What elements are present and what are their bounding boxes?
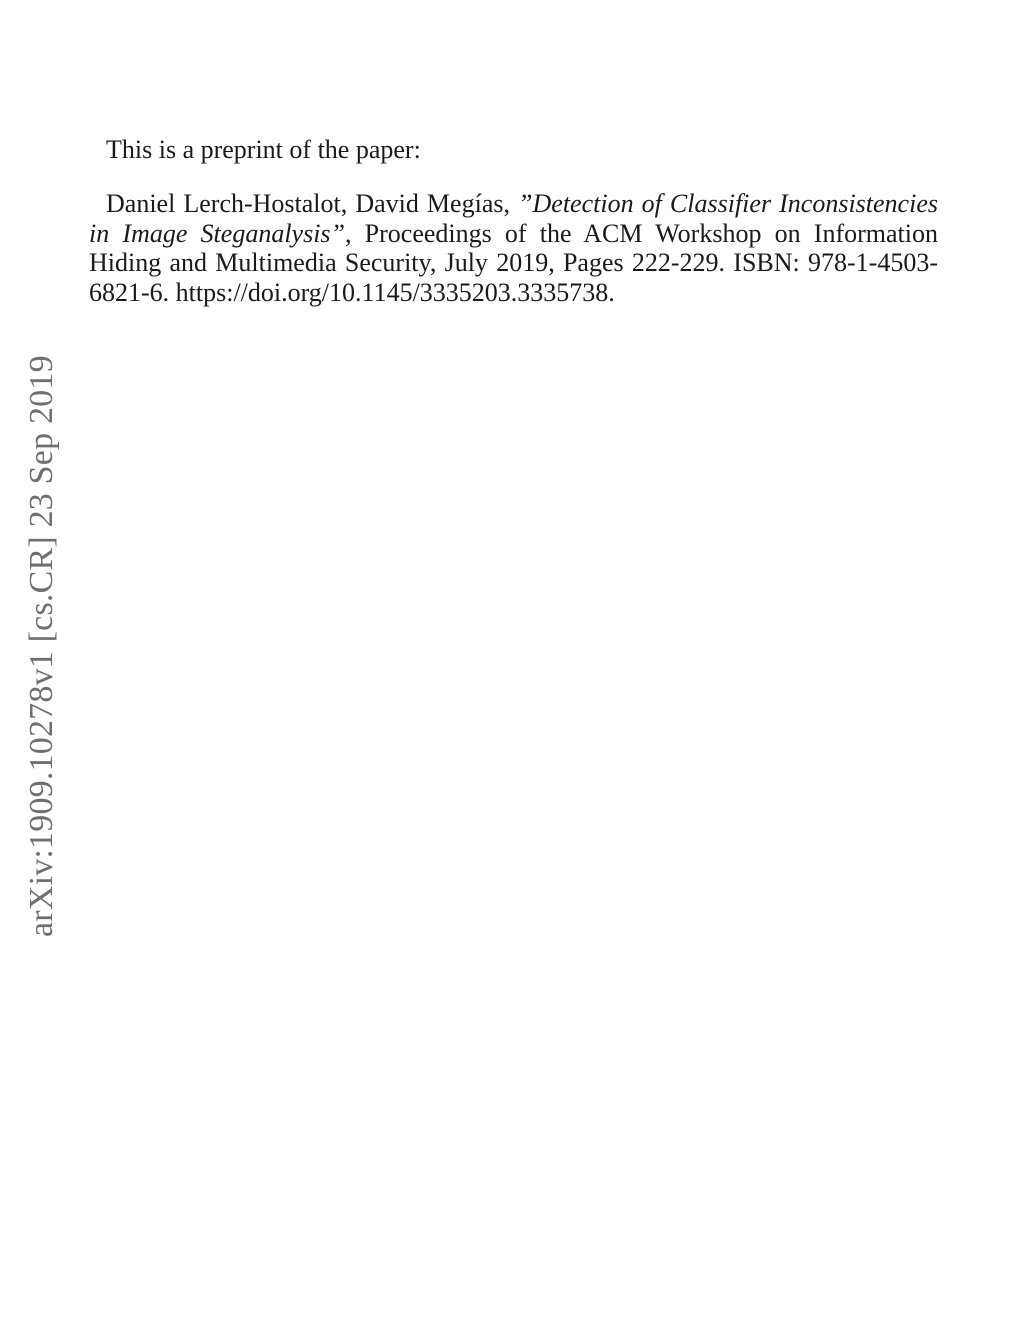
citation-venue: , Proceedings of the ACM Workshop on Information Hiding and Multimedia Security, July 2019, Pages 222-229. ISBN: 978-1-4503-6821-6. https://doi.org/10.1145/3335203.3335738.: [89, 218, 938, 307]
citation-title: ”Detection of Classifier Inconsistencies in Image Steganalysis”: [89, 189, 938, 248]
citation: [89, 189, 938, 307]
citation-authors: Daniel Lerch-Hostalot, David Megías,: [106, 189, 519, 218]
arxiv-identifier-stamp: arXiv:1909.10278v1 [cs.CR] 23 Sep 2019: [23, 355, 60, 937]
preprint-note: This is a preprint of the paper:: [106, 135, 421, 164]
